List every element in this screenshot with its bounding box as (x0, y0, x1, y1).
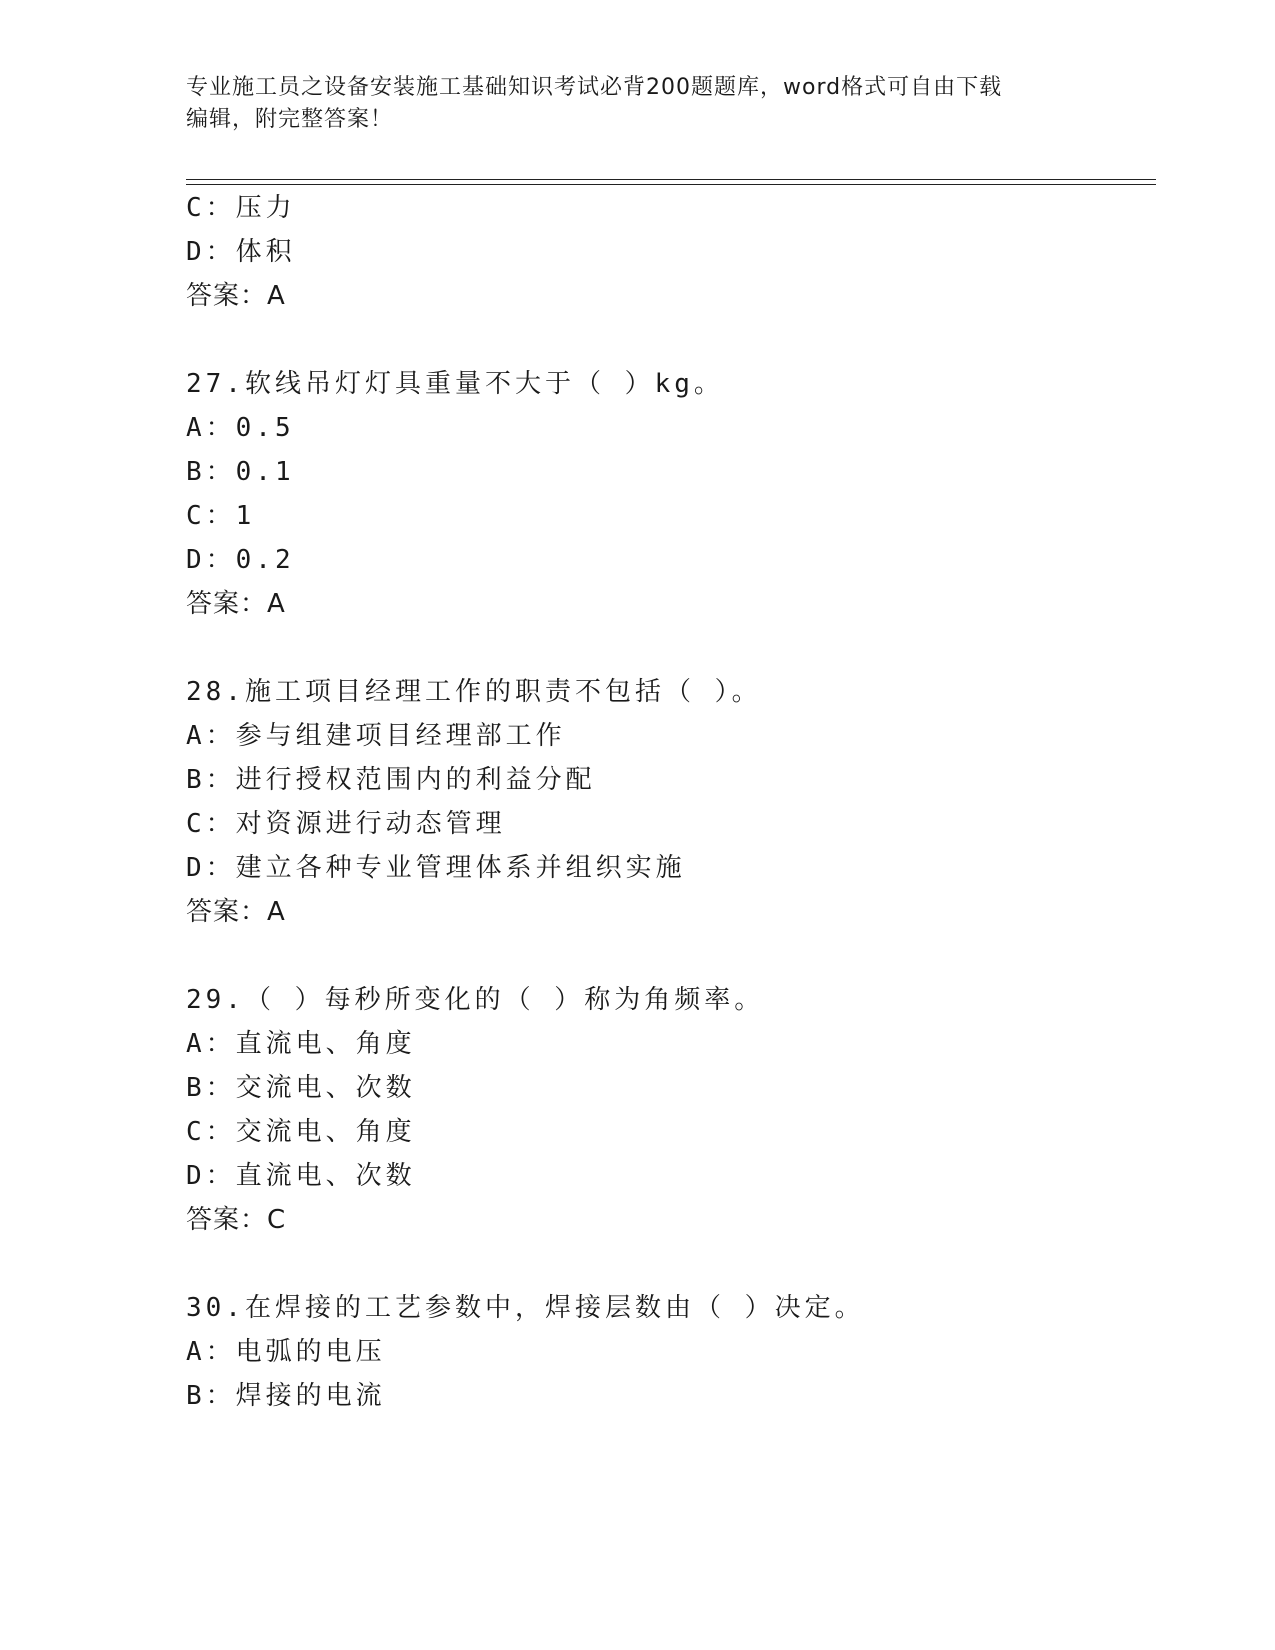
option-line: B：0.1 (186, 457, 295, 487)
question-line: 29.（ ）每秒所变化的（ ）称为角频率。 (186, 985, 765, 1015)
header-divider-top (186, 179, 1156, 180)
option-line: A：参与组建项目经理部工作 (186, 721, 566, 751)
option-line: D：建立各种专业管理体系并组织实施 (186, 853, 686, 883)
option-line: B：进行授权范围内的利益分配 (186, 765, 596, 795)
option-line: D：0.2 (186, 545, 295, 575)
option-line: A：0.5 (186, 413, 295, 443)
option-line: A：直流电、角度 (186, 1029, 416, 1059)
option-line: B：交流电、次数 (186, 1073, 416, 1103)
answer-line: 答案：C (186, 1205, 287, 1235)
question-line: 30.在焊接的工艺参数中，焊接层数由（ ）决定。 (186, 1293, 865, 1323)
question-line: 28.施工项目经理工作的职责不包括（ ）。 (186, 677, 762, 707)
option-line: D：直流电、次数 (186, 1161, 416, 1191)
answer-line: 答案：A (186, 281, 286, 311)
option-line: C：交流电、角度 (186, 1117, 416, 1147)
document-header (186, 72, 1086, 136)
option-line: C：压力 (186, 193, 296, 223)
option-line: A：电弧的电压 (186, 1337, 386, 1367)
answer-line: 答案：A (186, 897, 286, 927)
answer-line: 答案：A (186, 589, 286, 619)
header-line-2: 编辑，附完整答案！ (186, 107, 394, 132)
option-line: C：1 (186, 501, 256, 531)
option-line: B：焊接的电流 (186, 1381, 386, 1411)
option-line: C：对资源进行动态管理 (186, 809, 506, 839)
header-divider-bottom (186, 184, 1156, 185)
question-line: 27.软线吊灯灯具重量不大于（ ）kg。 (186, 369, 724, 399)
header-line-1: 专业施工员之设备安装施工基础知识考试必背200题题库，word格式可自由下载 (186, 75, 1003, 100)
option-line: D：体积 (186, 237, 296, 267)
